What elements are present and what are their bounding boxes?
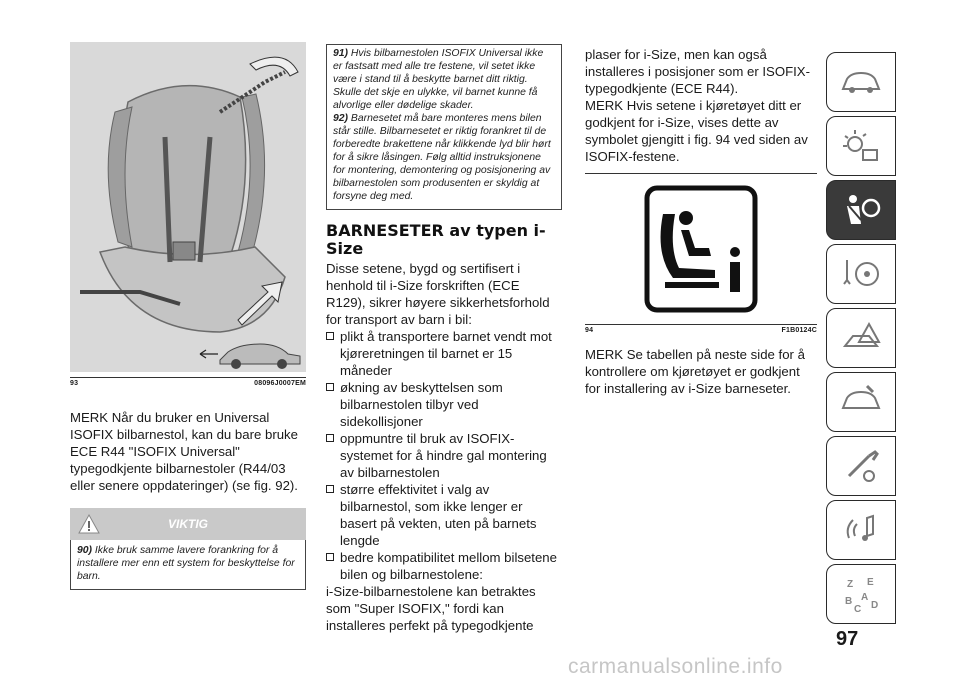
chapter-tabs	[826, 52, 896, 628]
tools-icon	[839, 446, 883, 486]
lights-icon	[839, 126, 883, 166]
svg-text:C: C	[854, 604, 862, 614]
index-icon	[839, 574, 883, 614]
bullet-square-icon	[326, 434, 334, 442]
bullet-square-icon	[326, 332, 334, 340]
viktig-title: VIKTIG	[167, 517, 208, 531]
figure-number: 93	[70, 380, 79, 387]
svg-text:D: D	[871, 600, 879, 611]
svg-text:E: E	[867, 577, 874, 588]
tab-technical[interactable]	[826, 436, 896, 496]
multimedia-icon	[839, 510, 883, 550]
bullet-square-icon	[326, 485, 334, 493]
car-dashboard-icon	[839, 67, 883, 97]
isize-continued: plaser for i-Size, men kan også installeres i posisjoner som er ISOFIX-typegodkjente (ECE R44). MERK Hvis setene i kjøretøyet ditt er godkjent for i-Size, vises dette av symbolet gjengitt i fig. 94 ved siden av ISOFIX-festene.	[585, 47, 810, 164]
section-heading: BARNESETER av typen i-Size	[326, 221, 546, 258]
watermark-text: carmanualsonline.info	[568, 655, 783, 678]
column-middle	[326, 44, 562, 634]
tab-lights[interactable]	[826, 116, 896, 176]
tab-index[interactable]	[826, 564, 896, 624]
bullet-item: økning av beskyttelsen som bilbarnestolen tilbyr ved sidekollisjoner	[326, 379, 562, 430]
viktig-header	[70, 508, 306, 540]
child-seat-isofix-illustration	[70, 42, 306, 372]
tab-dashboard[interactable]	[826, 52, 896, 112]
svg-text:Z: Z	[847, 579, 854, 590]
isize-section	[326, 260, 562, 634]
car-service-icon	[839, 382, 883, 422]
bullet-item: plikt å transportere barnet vendt mot kjøreretningen til barnet er 15 måneder	[326, 328, 562, 379]
tab-safety[interactable]	[826, 180, 896, 240]
bullet-item: oppmuntre til bruk av ISOFIX-systemet for å hindre gal montering av bilbarnestolen	[326, 430, 562, 481]
figure-94	[585, 173, 817, 334]
note-text: Ikke bruk samme lavere forankring for å installere mer enn ett system for beskyttelse for barn.	[77, 545, 295, 582]
airbag-seatbelt-icon	[839, 190, 883, 230]
figure-caption	[70, 378, 306, 387]
viktig-box	[70, 508, 306, 590]
note-text: Barnesetet må bare monteres mens bilen står stille. Bilbarnesetet er riktig forankret til de forberedte brakettene når klikkende lyd blir hørt for å sikre låsingen. Følg alltid instruksjonene for montering, demontering og posisjonering av bilbarnestolen som produsenten er skyldig at forsyne deg med.	[333, 113, 551, 202]
key-steering-icon	[839, 254, 883, 294]
svg-text:A: A	[861, 592, 869, 603]
bullet-item: bedre kompatibilitet mellom bilsetene bilen og bilbarnestolene:	[326, 549, 562, 583]
note-92	[333, 112, 555, 203]
page-number: 97	[836, 628, 859, 650]
note-91	[333, 47, 555, 112]
figure-code: F1B0124C	[781, 327, 817, 334]
warning-triangle-icon	[839, 318, 883, 358]
note-90	[70, 540, 306, 590]
figure-caption	[585, 325, 817, 334]
figure-93	[70, 42, 306, 387]
isize-intro: Disse setene, bygd og sertifisert i henhold til i-Size forskriften (ECE R129), sikrer høyere sikkerhetsforhold for transport av barn i bil:	[326, 261, 550, 327]
tab-multimedia[interactable]	[826, 500, 896, 560]
merk-paragraph: MERK Når du bruker en Universal ISOFIX bilbarnestol, kan du bare bruke ECE R44 "ISOFIX Universal" typegodkjente bilbarnestoler (R44/03 eller senere oppdateringer) (se fig. 92).	[70, 410, 298, 493]
isize-outro: i-Size-bilbarnestolene kan betraktes som "Super ISOFIX," fordi kan installeres perfekt på typegodkjente	[326, 584, 536, 633]
note-text: Hvis bilbarnestolen ISOFIX Universal ikke er fastsatt med alle tre festene, vil setet ikke være i stand til å beskytte barnet ditt riktig. Skulle det skje en ulykke, vil barnet kunne få alvorlige eller dødelige skader.	[333, 48, 544, 111]
notes-box	[326, 44, 562, 210]
note-number: 91)	[333, 48, 349, 59]
tab-emergency[interactable]	[826, 308, 896, 368]
bullet-square-icon	[326, 383, 334, 391]
column-left	[70, 42, 306, 590]
warning-icon	[78, 513, 100, 535]
bullet-square-icon	[326, 553, 334, 561]
note-number: 90)	[77, 545, 93, 556]
note-number: 92)	[333, 113, 349, 124]
merk-paragraph-table: MERK Se tabellen på neste side for å kontrollere om kjøretøyet er godkjent for installering av i-Size barneseter.	[585, 347, 805, 396]
figure-number: 94	[585, 327, 594, 334]
svg-text:B: B	[845, 596, 853, 607]
tab-maintenance[interactable]	[826, 372, 896, 432]
tab-starting[interactable]	[826, 244, 896, 304]
isize-symbol-icon	[585, 174, 817, 324]
bullet-item: større effektivitet i valg av bilbarnestol, som ikke lenger er basert på vekten, uten på barnets lengde	[326, 481, 562, 549]
column-right	[585, 46, 817, 397]
figure-code: 08096J0007EM	[254, 380, 306, 387]
